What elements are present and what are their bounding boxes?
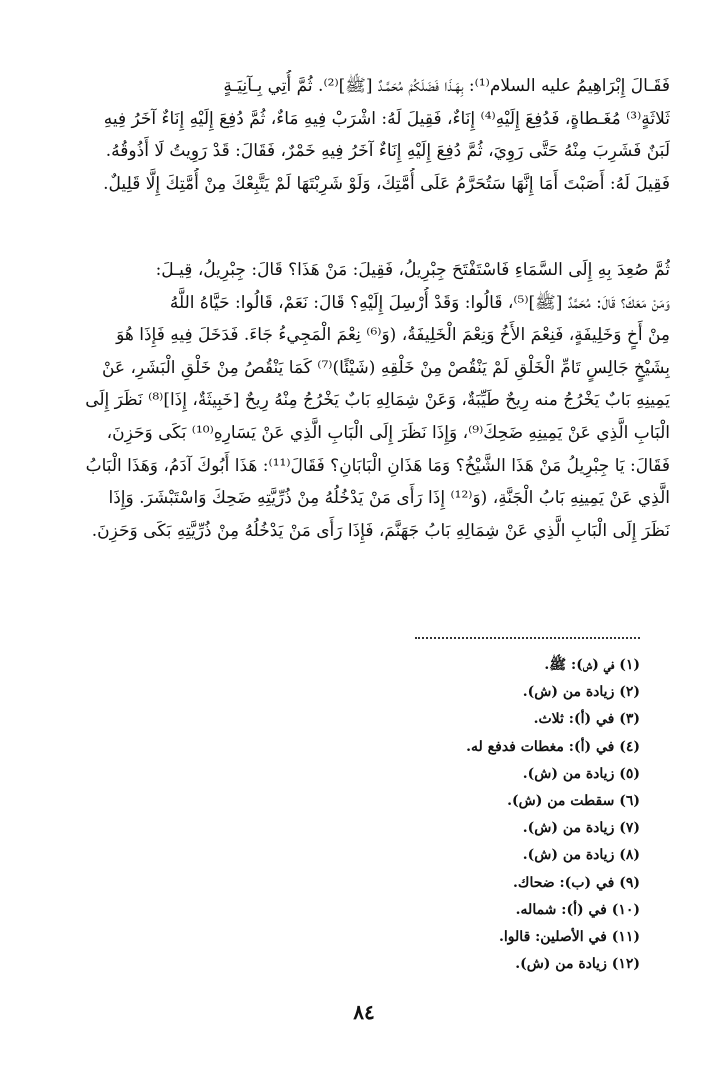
footnotes-list [200, 652, 640, 978]
footnote-item: (٥) زيادة من (ش). [522, 765, 640, 782]
paragraph-2-line: نَظَرَ إِلَى الْبَابِ الَّذِي عَنْ شِمَالِهِ بَابُ جَهَنَّمَ، فَإِذَا رَأَى مَنْ يَدْخُلُهُ مِنْ ذُرِّيَّتِهِ بَكَى وَحَزِنَ. [91, 520, 670, 541]
page-number: ٨٤ [353, 1000, 375, 1024]
paragraph-1-line: فَقِيلَ لَهُ: أَصَبْتَ أَمَا إِنَّهَا سَتُحَرَّمُ عَلَى أُمَّتِكَ، وَلَوْ شَرِبْتَهَا لَمْ يَتَّبِعْكَ مِنْ أُمَّتِكَ إِلَّا قَلِيلٌ. [103, 173, 670, 194]
paragraph-2-line: ثُمَّ صُعِدَ بِهِ إِلَى السَّمَاءِ فَاسْتَفْتَحَ جِبْرِيلُ، فَقِيلَ: مَنْ هَذَا؟ قَالَ: جِبْرِيلُ، قِيـلَ: [155, 260, 670, 280]
footnote-item: (١٢) زيادة من (ش). [515, 956, 640, 973]
paragraph-2-line: وَمَنْ مَعَكَ؟ قَالَ: مُحَمَّدٌ [ﷺ]⁽⁵⁾، قَالُوا: وَقَدْ أُرْسِلَ إِلَيْهِ؟ قَالَ: نَعَمْ، قَالُوا: حَيَّاهُ اللَّهُ [169, 292, 670, 313]
paragraph-1-line: ثَلاثَةٍ⁽³⁾ مُغَـطاةٍ، فَدُفِعَ إِلَيْهِ⁽⁴⁾ إِنَاءٌ، فَقِيلَ لَهُ: اشْرَبْ فِيهِ مَاءٌ، ثُمَّ دُفِعَ إِلَيْهِ إِنَاءٌ آخَرُ فِيهِ [103, 108, 670, 129]
footnote-item: (٣) في (أ): ثلاث. [533, 711, 640, 728]
paragraph-1-line: فَقَـالَ إِبْرَاهِيمُ عليه السلام⁽¹⁾: بِهَـذَا فَضَلَكُمْ مُحَمَّـدٌ [ﷺ]⁽²⁾. ثُمَّ أُتِي بِـآنِيَـةٍ [223, 76, 670, 96]
paragraph-2-line: الَّذِي عَنْ يَمِينِهِ بَابُ الْجَنَّةِ، (وَ⁽¹²⁾ إِذَا رَأَى مَنْ يَدْخُلُهُ مِنْ ذُرِّيَّتِهِ ضَحِكَ وَاسْتَبْشَرَ. وَإِذَا [108, 488, 670, 509]
paragraph-2-line: الْبَابِ الَّذِي عَنْ يَمِينِهِ ضَحِكَ⁽⁹⁾، وَإِذَا نَظَرَ إِلَى الْبَابِ الَّذِي عَنْ يَسَارِهِ⁽¹⁰⁾ بَكَى وَحَزِنَ، [106, 422, 670, 443]
paragraph-2 [40, 254, 670, 547]
footnote-item: (٢) زيادة من (ش). [522, 684, 640, 701]
footnote-item: (١) في (ش): ﷺ. [544, 657, 640, 673]
paragraph-2-line: فَقَالَ: يَا جِبْرِيلُ مَنْ هَذَا الشَّيْخُ؟ وَمَا هَذَانِ الْبَابَانِ؟ فَقَالَ⁽¹¹⁾: هَذَا أَبُوكَ آدَمُ، وَهَذَا الْبَابُ [85, 455, 670, 476]
footnote-item: (٦) سقطت من (ش). [507, 793, 640, 810]
footnote-divider [415, 637, 640, 639]
paragraph-1-line: لَبَنٌ فَشَرِبَ مِنْهُ حَتَّى رَوِيَ، ثُمَّ دُفِعَ إِلَيْهِ إِنَاءٌ آخَرُ فِيهِ خَمْرٌ، فَقَالَ: قَدْ رَوِيتُ لَا أَذُوقُهُ. [105, 141, 670, 162]
paragraph-2-line: مِنْ أَخٍ وَخَلِيفَةٍ، فَنِعْمَ الأَخُ وَنِعْمَ الْخَلِيفَةُ، (وَ⁽⁶⁾ نِعْمَ الْمَجِيءُ جَاءَ. فَدَخَلَ فِيهِ فَإِذَا هُوَ [116, 325, 670, 346]
paragraph-1 [40, 70, 670, 200]
paragraph-2-line: يَمِينِهِ بَابٌ يَخْرُجُ منه رِيحٌ طَيِّبَةٌ، وَعَنْ شِمَالِهِ بَابٌ يَخْرُجُ مِنْهُ رِيحٌ [خَبِيثَةٌ، إِذَا]⁽⁸⁾ نَظَرَ إِلَى [85, 390, 670, 411]
footnote-item: (٧) زيادة من (ش). [522, 820, 640, 837]
footnote-item: (٨) زيادة من (ش). [522, 847, 640, 864]
footnote-item: (١١) في الأصلين: قالوا. [499, 929, 640, 946]
footnote-item: (٤) في (أ): مغطات فدفع له. [466, 738, 640, 755]
paragraph-2-line: بِشَيْخٍ جَالِسٍ تَامِّ الْخَلْقِ لَمْ يَنْقُصْ مِنْ خَلْقِهِ (شَيْئًا)⁽⁷⁾ كَمَا يَنْقُصُ مِنْ خَلْقِ الْبَشَرِ، عَنْ [101, 357, 670, 378]
footnote-item: (٩) في (ب): ضحاك. [513, 874, 640, 891]
footnote-item: (١٠) في (أ): شماله. [515, 901, 640, 918]
